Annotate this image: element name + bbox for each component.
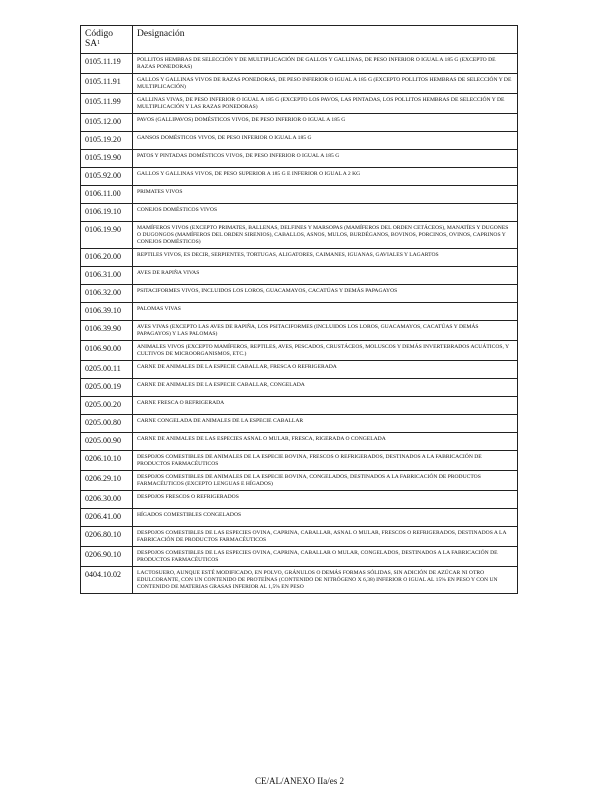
- table-row: [81, 321, 518, 341]
- designation-cell: DESPOJOS COMESTIBLES DE LAS ESPECIES OVINA, CAPRINA, CABALLAR, ASNAL O MULAR, FRESCOS O REFRIGERADOS, DESTINADOS A LA FABRICACIÓN DE PRODUCTOS FARMACÉUTICOS: [133, 527, 518, 547]
- designation-cell: HÍGADOS COMESTIBLES CONGELADOS: [133, 509, 518, 527]
- designation-cell: PRIMATES VIVOS: [133, 186, 518, 204]
- designation-cell: DESPOJOS FRESCOS O REFRIGERADOS: [133, 491, 518, 509]
- designation-cell: AVES VIVAS (EXCEPTO LAS AVES DE RAPIÑA, LOS PSITACIFORMES (INCLUIDOS LOS LOROS, GUACAMAYOS, CACATÚAS Y DEMÁS PAPAGAYOS) Y LAS PALOMAS): [133, 321, 518, 341]
- table-row: [81, 222, 518, 249]
- designation-cell: CARNE DE ANIMALES DE LA ESPECIE CABALLAR, FRESCA O REFRIGERADA: [133, 361, 518, 379]
- designation-cell: PATOS Y PINTADAS DOMÉSTICOS VIVOS, DE PESO INFERIOR O IGUAL A 185 G: [133, 150, 518, 168]
- designation-cell: PALOMAS VIVAS: [133, 303, 518, 321]
- table-row: [81, 547, 518, 567]
- hs-code-cell: 0206.29.10: [81, 471, 133, 491]
- designation-cell: AVES DE RAPIÑA VIVAS: [133, 267, 518, 285]
- tariff-codes-table: [80, 25, 518, 594]
- table-row: [81, 303, 518, 321]
- table-row: [81, 341, 518, 361]
- hs-code-cell: 0105.19.90: [81, 150, 133, 168]
- hs-code-cell: 0105.92.00: [81, 168, 133, 186]
- hs-code-cell: 0106.19.90: [81, 222, 133, 249]
- table-body: [81, 54, 518, 594]
- designation-cell: GALLOS Y GALLINAS VIVOS, DE PESO SUPERIOR A 185 G E INFERIOR O IGUAL A 2 KG: [133, 168, 518, 186]
- table-row: [81, 132, 518, 150]
- table-row: [81, 186, 518, 204]
- hs-code-cell: 0106.19.10: [81, 204, 133, 222]
- table-row: [81, 471, 518, 491]
- table-row: [81, 249, 518, 267]
- hs-code-cell: 0206.80.10: [81, 527, 133, 547]
- designation-cell: PSITACIFORMES VIVOS, INCLUIDOS LOS LOROS, GUACAMAYOS, CACATÚAS Y DEMÁS PAPAGAYOS: [133, 285, 518, 303]
- hs-code-cell: 0106.31.00: [81, 267, 133, 285]
- table-row: [81, 74, 518, 94]
- table-row: [81, 114, 518, 132]
- designation-cell: CARNE DE ANIMALES DE LA ESPECIE CABALLAR, CONGELADA: [133, 379, 518, 397]
- table-row: [81, 567, 518, 594]
- table-row: [81, 54, 518, 74]
- hs-code-cell: 0206.90.10: [81, 547, 133, 567]
- hs-code-cell: 0106.39.10: [81, 303, 133, 321]
- table-row: [81, 361, 518, 379]
- table-row: [81, 379, 518, 397]
- table-row: [81, 509, 518, 527]
- code-header-label: Código SA: [85, 29, 113, 49]
- designation-cell: CARNE CONGELADA DE ANIMALES DE LA ESPECIE CABALLAR: [133, 415, 518, 433]
- designation-cell: REPTILES VIVOS, ES DECIR, SERPIENTES, TORTUGAS, ALIGATORES, CAIMANES, IGUANAS, GAVIALES Y LAGARTOS: [133, 249, 518, 267]
- description-column-header: Designación: [133, 26, 518, 54]
- hs-code-cell: 0106.90.00: [81, 341, 133, 361]
- designation-cell: PAVOS (GALLIPAVOS) DOMÉSTICOS VIVOS, DE PESO INFERIOR O IGUAL A 185 G: [133, 114, 518, 132]
- hs-code-cell: 0106.11.00: [81, 186, 133, 204]
- designation-cell: DESPOJOS COMESTIBLES DE LAS ESPECIES OVINA, CAPRINA, CABALLAR O MULAR, CONGELADOS, DESTINADOS A LA FABRICACIÓN DE PRODUCTOS FARMACÉUTICOS: [133, 547, 518, 567]
- page-footer: CE/AL/ANEXO IIa/es 2: [255, 776, 344, 786]
- hs-code-cell: 0106.20.00: [81, 249, 133, 267]
- table-row: [81, 150, 518, 168]
- designation-cell: DESPOJOS COMESTIBLES DE ANIMALES DE LA ESPECIE BOVINA, CONGELADOS, DESTINADOS A LA FABRICACIÓN DE PRODUCTOS FARMACÉUTICOS (EXCEPTO LENGUAS E HÍGADOS): [133, 471, 518, 491]
- table-header-row: [81, 26, 518, 54]
- hs-code-cell: 0106.32.00: [81, 285, 133, 303]
- code-column-header: [81, 26, 133, 54]
- hs-code-cell: 0105.19.20: [81, 132, 133, 150]
- hs-code-cell: 0106.39.90: [81, 321, 133, 341]
- hs-code-cell: 0206.41.00: [81, 509, 133, 527]
- hs-code-cell: 0206.30.00: [81, 491, 133, 509]
- designation-cell: DESPOJOS COMESTIBLES DE ANIMALES DE LA ESPECIE BOVINA, FRESCOS O REFRIGERADOS, DESTINADOS A LA FABRICACIÓN DE PRODUCTOS FARMACÉUTICOS: [133, 451, 518, 471]
- table-row: [81, 94, 518, 114]
- designation-cell: GALLOS Y GALLINAS VIVOS DE RAZAS PONEDORAS, DE PESO INFERIOR O IGUAL A 185 G (EXCEPTO POLLITOS HEMBRAS DE SELECCIÓN Y DE MULTIPLICACIÓN): [133, 74, 518, 94]
- hs-code-cell: 0205.00.20: [81, 397, 133, 415]
- hs-code-cell: 0105.11.19: [81, 54, 133, 74]
- designation-cell: MAMÍFEROS VIVOS (EXCEPTO PRIMATES, BALLENAS, DELFINES Y MARSOPAS (MAMÍFEROS DEL ORDEN CETÁCEOS), MANATÍES Y DUGONES O DUGONGOS (MAMÍFEROS DEL ORDEN SIRENIOS), CABALLOS, ASNOS, MULOS, BURDÉGANOS, BOVINOS, PORCINOS, OVINOS, CAPRINOS Y CONEJOS DOMÉSTICOS): [133, 222, 518, 249]
- hs-code-cell: 0205.00.80: [81, 415, 133, 433]
- table-row: [81, 415, 518, 433]
- designation-cell: CARNE FRESCA O REFRIGERADA: [133, 397, 518, 415]
- table-row: [81, 451, 518, 471]
- hs-code-cell: 0404.10.02: [81, 567, 133, 594]
- hs-code-cell: 0105.11.91: [81, 74, 133, 94]
- designation-cell: LACTOSUERO, AUNQUE ESTÉ MODIFICADO, EN POLVO, GRÁNULOS O DEMÁS FORMAS SÓLIDAS, SIN ADICIÓN DE AZÚCAR NI OTRO EDULCORANTE, CON UN CONTENIDO DE PROTEÍNAS (CONTENIDO DE NITRÓGENO X 6,38) INFERIOR O IGUAL AL 15% EN PESO Y CON UN CONTENIDO DE MATERIAS GRASAS INFERIOR AL 1,5% EN PESO: [133, 567, 518, 594]
- hs-code-cell: 0105.12.00: [81, 114, 133, 132]
- hs-code-cell: 0206.10.10: [81, 451, 133, 471]
- hs-code-cell: 0205.00.19: [81, 379, 133, 397]
- designation-cell: ANIMALES VIVOS (EXCEPTO MAMÍFEROS, REPTILES, AVES, PESCADOS, CRUSTÁCEOS, MOLUSCOS Y DEMÁS INVERTEBRADOS ACUÁTICOS, Y CULTIVOS DE MICROORGANISMOS, ETC.): [133, 341, 518, 361]
- designation-cell: GANSOS DOMÉSTICOS VIVOS, DE PESO INFERIOR O IGUAL A 185 G: [133, 132, 518, 150]
- hs-code-cell: 0205.00.90: [81, 433, 133, 451]
- table-row: [81, 204, 518, 222]
- hs-code-cell: 0205.00.11: [81, 361, 133, 379]
- table-row: [81, 433, 518, 451]
- footnote-marker: 1: [97, 40, 101, 46]
- designation-cell: CARNE DE ANIMALES DE LAS ESPECIES ASNAL O MULAR, FRESCA, RIGERADA O CONGELADA: [133, 433, 518, 451]
- table-row: [81, 285, 518, 303]
- table-row: [81, 168, 518, 186]
- table-row: [81, 397, 518, 415]
- table-row: [81, 267, 518, 285]
- designation-cell: GALLINAS VIVAS, DE PESO INFERIOR O IGUAL A 185 G (EXCEPTO LOS PAVOS, LAS PINTADAS, LOS POLLITOS HEMBRAS DE SELECCIÓN Y DE MULTIPLICACIÓN Y LAS RAZAS PONEDORAS): [133, 94, 518, 114]
- table-row: [81, 527, 518, 547]
- table-row: [81, 491, 518, 509]
- designation-cell: CONEJOS DOMÉSTICOS VIVOS: [133, 204, 518, 222]
- designation-cell: POLLITOS HEMBRAS DE SELECCIÓN Y DE MULTIPLICACIÓN DE GALLOS Y GALLINAS, DE PESO INFERIOR O IGUAL A 185 G (EXCEPTO DE RAZAS PONEDORAS): [133, 54, 518, 74]
- hs-code-cell: 0105.11.99: [81, 94, 133, 114]
